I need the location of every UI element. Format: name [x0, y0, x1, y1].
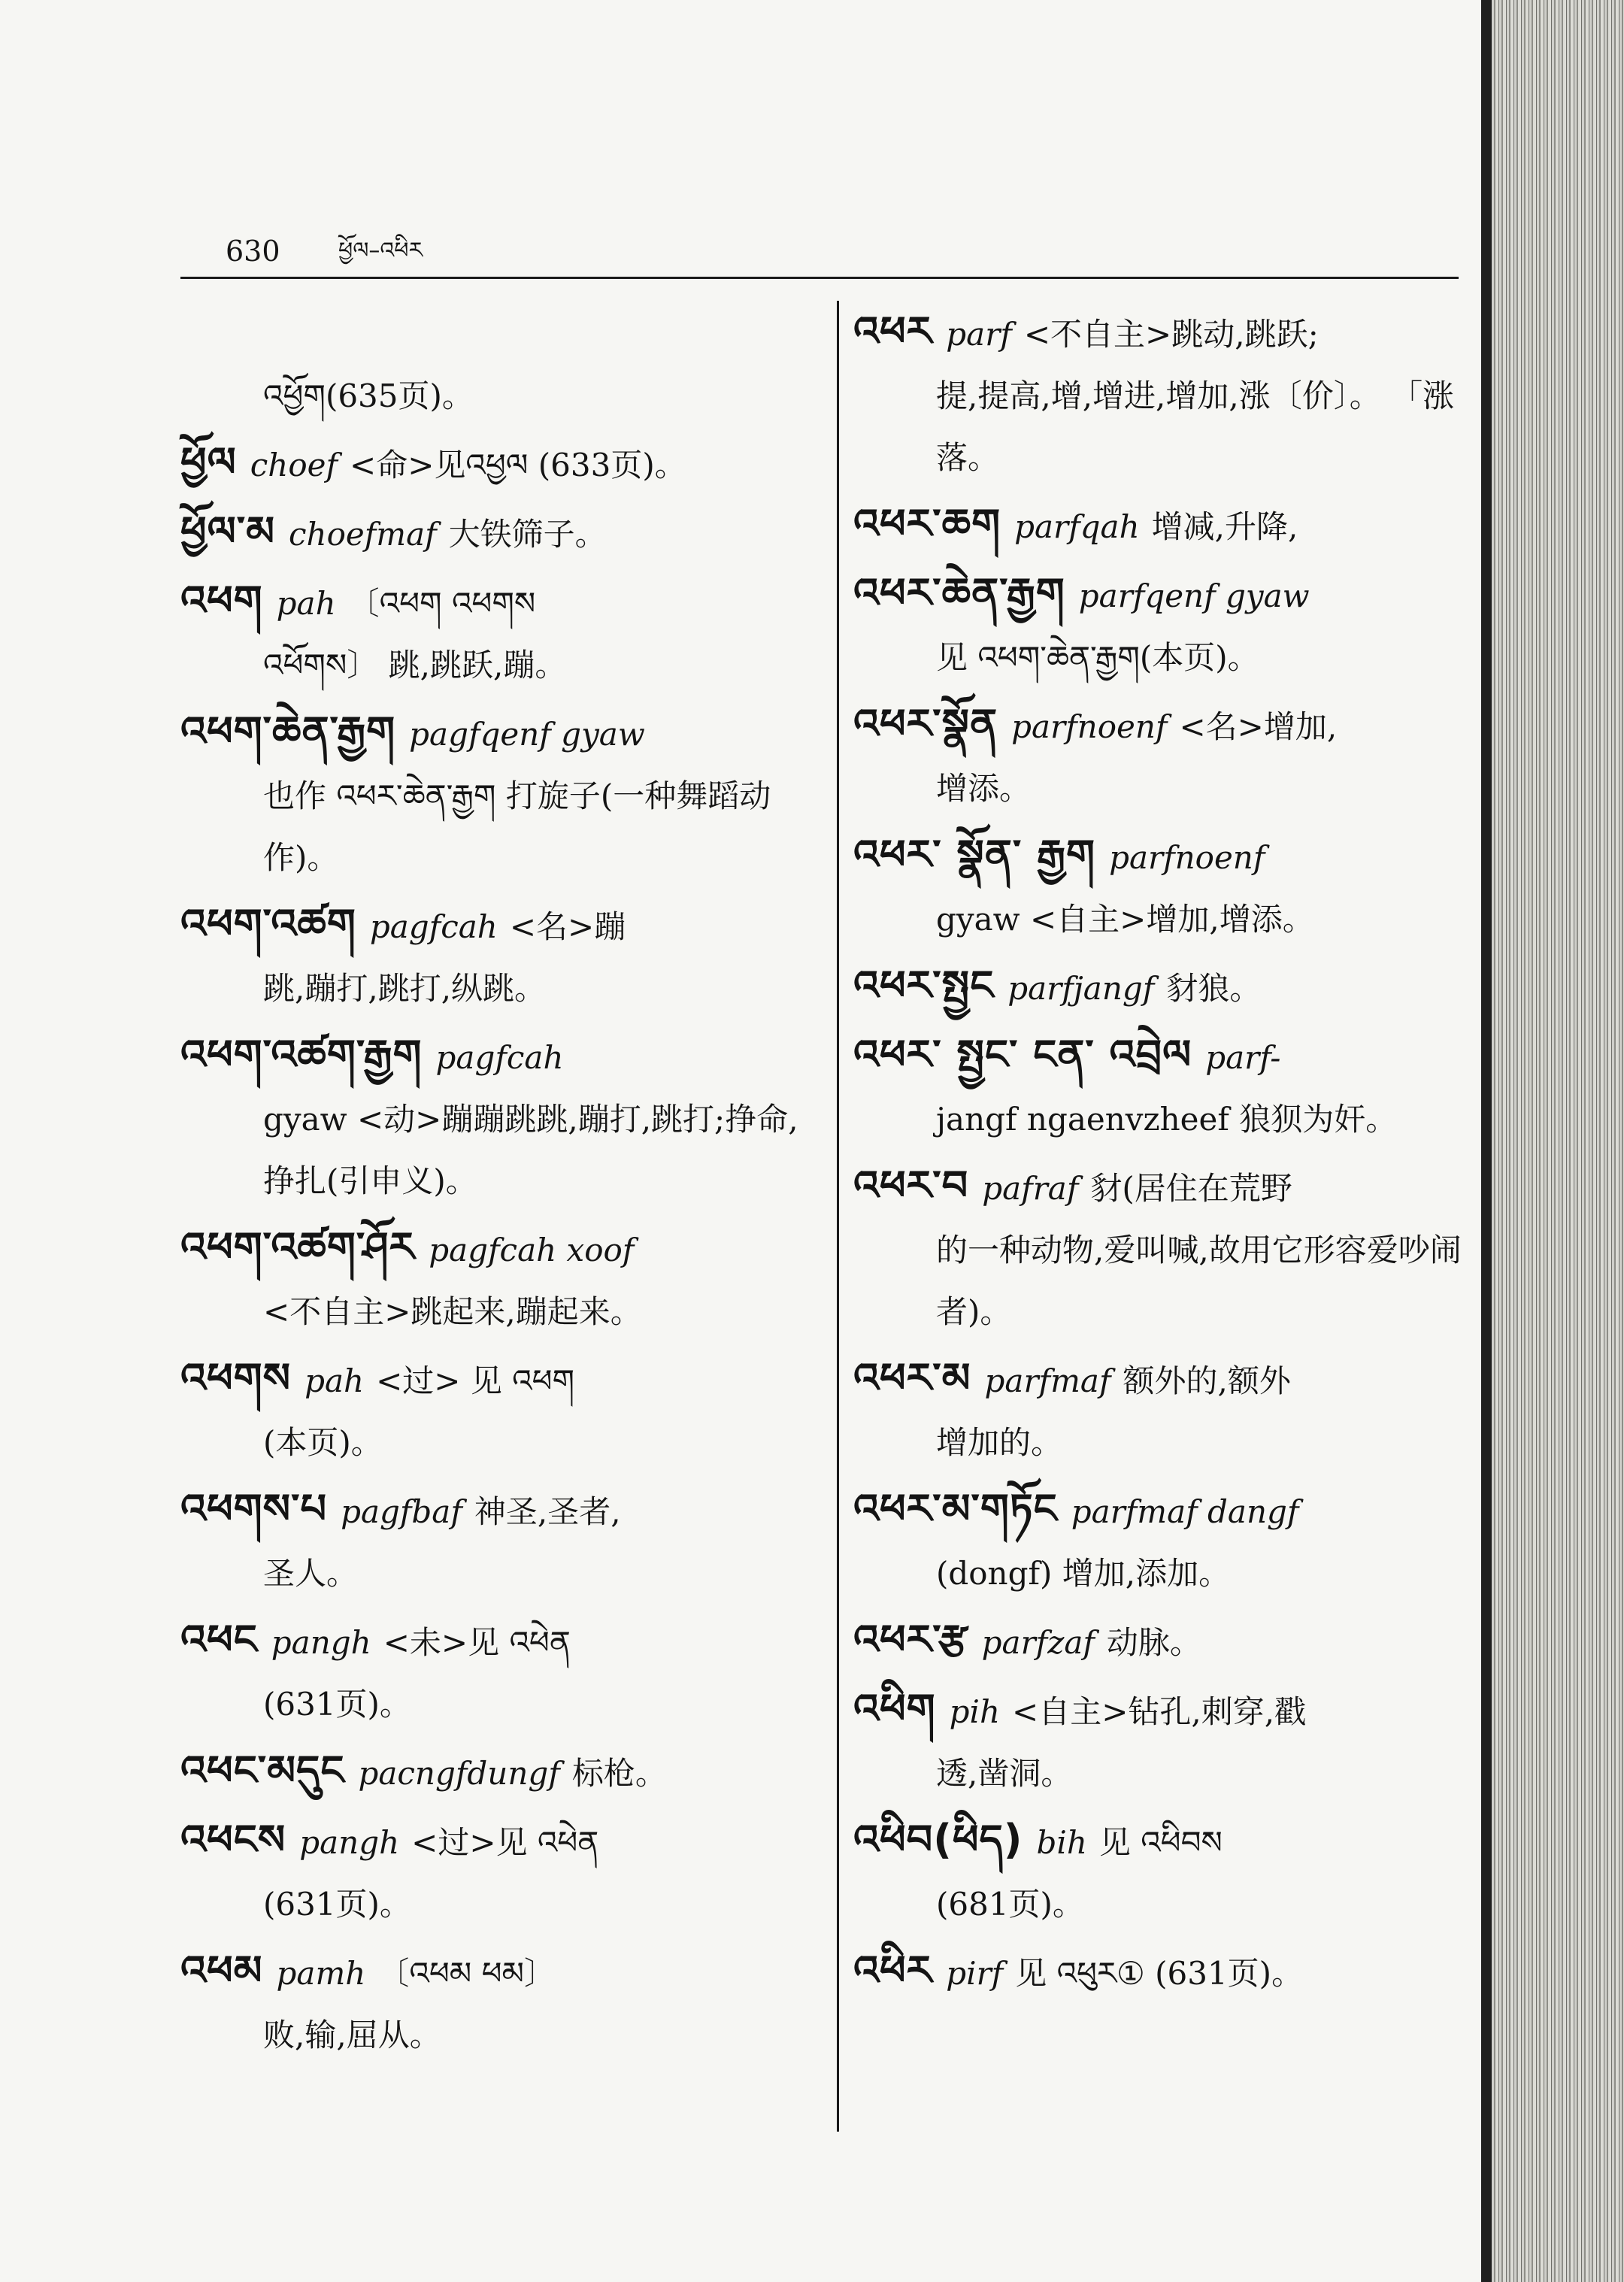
dictionary-entry: [180, 432, 827, 496]
headword: འཕག་འཚག: [180, 900, 356, 947]
pronunciation: pafraf: [982, 1170, 1079, 1207]
gloss-continuation: jangf ngaenvzheef 狼狈为奸。: [936, 1101, 1398, 1138]
gloss: 〔འཕམ ཕམ〕: [377, 1955, 556, 1992]
gloss-continuation: འཕྱོག(635页)。: [263, 377, 474, 414]
gloss-continuation: gyaw <动>蹦蹦跳跳,蹦打,跳打;挣命,挣扎(引申义)。: [263, 1101, 798, 1199]
dictionary-entry: [180, 1740, 827, 1805]
left-column: [180, 301, 827, 2071]
dictionary-entry: [853, 1024, 1500, 1150]
pronunciation: choef: [250, 447, 338, 483]
dictionary-entry: [853, 301, 1500, 489]
gloss-continuation: 见 འཕག་ཆེན་རྒྱག(本页)。: [936, 639, 1259, 676]
gloss: <命>见འཕྱལ (633页)。: [350, 447, 686, 483]
gloss: 豺(居住在荒野: [1090, 1170, 1292, 1207]
pronunciation: pamh: [276, 1955, 366, 1992]
gloss-continuation: gyaw <自主>增加,增添。: [936, 901, 1314, 938]
pronunciation: pah: [276, 585, 336, 622]
pronunciation: pagfcah xoof: [429, 1232, 635, 1268]
dictionary-entry: [853, 693, 1500, 820]
dictionary-entry: [180, 1217, 827, 1343]
gloss: <名>增加,: [1179, 708, 1338, 745]
dictionary-entry: [180, 1940, 827, 2066]
headword: འཕར་ཆེན་རྒྱག: [853, 569, 1065, 617]
gloss-continuation: 也作 འཕར་ཆེན་རྒྱག 打旋子(一种舞蹈动作)。: [263, 777, 771, 876]
headword: འཕར་རྩ: [853, 1616, 968, 1663]
headword: འཕར་སྤྱང: [853, 962, 995, 1009]
gloss-continuation: 的一种动物,爱叫喊,故用它形容爱吵闹者)。: [936, 1232, 1462, 1330]
pronunciation: pagfcah: [435, 1039, 564, 1076]
dictionary-entry: [853, 1809, 1500, 1935]
headword: འཕར་བ: [853, 1162, 969, 1209]
pronunciation: pagfqenf gyaw: [409, 716, 645, 753]
headword: འཕག་ཆེན་རྒྱག: [180, 708, 396, 755]
dictionary-entry: [180, 1347, 827, 1474]
headword: འཕངས: [180, 1816, 286, 1863]
pronunciation: pih: [949, 1693, 1001, 1730]
headword: འཕར་སྣོན: [853, 700, 998, 747]
gloss: <过>见 འཕེན: [411, 1824, 599, 1861]
headword: འཕར་མ: [853, 1354, 971, 1402]
pronunciation: parf-: [1205, 1039, 1281, 1076]
headword: འཕར་ སྤྱང་ ངན་ འབྲེལ: [853, 1031, 1192, 1078]
pronunciation: parfmaf dangf: [1071, 1493, 1299, 1530]
headword: ཕྱོལ: [180, 438, 237, 486]
headword: འཕིག: [853, 1685, 936, 1732]
pronunciation: pirf: [946, 1955, 1004, 1992]
pronunciation: pah: [304, 1362, 365, 1399]
gloss-continuation: 透,凿洞。: [936, 1755, 1073, 1792]
headword: འཕག་འཚག་ཤོར: [180, 1223, 416, 1271]
gloss: 增减,升降,: [1151, 508, 1298, 545]
dictionary-entry: [180, 1609, 827, 1735]
dictionary-entry: [180, 570, 827, 696]
gloss-continuation: 增加的。: [936, 1424, 1063, 1461]
gloss-continuation: <不自主>跳起来,蹦起来。: [263, 1293, 642, 1330]
gloss: 豺狼。: [1166, 970, 1262, 1007]
pronunciation: parfzaf: [981, 1624, 1095, 1661]
gloss: 额外的,额外: [1123, 1362, 1291, 1399]
dictionary-entry: [180, 1478, 827, 1605]
right-column: [853, 301, 1500, 2009]
gloss-continuation: 提,提高,增,增进,增加,涨〔价〕。 「涨落。: [936, 377, 1455, 476]
dictionary-entry: [853, 1609, 1500, 1674]
pronunciation: parfnoenf: [1109, 839, 1265, 876]
running-head: ཕྱོལ–འཕིར: [338, 238, 423, 264]
dictionary-entry: [853, 562, 1500, 689]
gloss-continuation: (681页)。: [936, 1886, 1084, 1923]
headword: ཕྱོལ་མ: [180, 508, 275, 555]
header-rule: [180, 277, 1459, 279]
gloss: <未>见 འཕེན: [383, 1624, 571, 1661]
gloss: <自主>钻孔,刺穿,戳: [1012, 1693, 1307, 1730]
page-number: 630: [226, 235, 280, 268]
headword: འཕགས་པ: [180, 1485, 328, 1532]
dictionary-entry: [180, 701, 827, 889]
gloss-continuation: 圣人。: [263, 1555, 359, 1592]
gloss: <名>蹦: [509, 908, 626, 945]
dictionary-entry: [180, 893, 827, 1020]
dictionary-entry: [180, 501, 827, 565]
gloss: 见 འཕིབས: [1098, 1824, 1223, 1861]
gloss-continuation: (631页)。: [263, 1886, 411, 1923]
headword: འཕིབ(ཕིད): [853, 1816, 1023, 1863]
dictionary-entry: [853, 493, 1500, 558]
book-spine-edge: [1481, 0, 1624, 2282]
headword: འཕར་ སྣོན་ རྒྱག: [853, 831, 1096, 878]
gloss: <过> 见 འཕག: [376, 1362, 575, 1399]
headword: འཕང: [180, 1616, 258, 1663]
headword: འཕམ: [180, 1947, 263, 1994]
headword: འཕག་འཚག་རྒྱག: [180, 1031, 423, 1078]
gloss-continuation: (本页)。: [263, 1424, 383, 1461]
pronunciation: pacngfdungf: [358, 1755, 560, 1792]
column-divider: [837, 301, 839, 2132]
pronunciation: parf: [946, 316, 1012, 353]
gloss: 见 འཕུར① (631页)。: [1015, 1955, 1304, 1992]
headword: འཕག: [180, 577, 263, 624]
dictionary-entry: [180, 301, 827, 427]
gloss: <不自主>跳动,跳跃;: [1023, 316, 1319, 353]
gloss-continuation: 跳,蹦打,跳打,纵跳。: [263, 970, 547, 1007]
pronunciation: pangh: [271, 1624, 371, 1661]
pronunciation: parfqenf gyaw: [1078, 577, 1310, 614]
headword: འཕར་ཆག: [853, 500, 1001, 547]
gloss: 神圣,圣者,: [474, 1493, 621, 1530]
gloss-continuation: 败,输,屈从。: [263, 2017, 441, 2053]
pronunciation: parfqah: [1014, 508, 1140, 545]
pronunciation: parfmaf: [984, 1362, 1111, 1399]
headword: འཕགས: [180, 1354, 292, 1402]
gloss-continuation: (631页)。: [263, 1686, 411, 1723]
dictionary-entry: [853, 1478, 1500, 1605]
headword: འཕང་མདུང: [180, 1747, 345, 1794]
pronunciation: pagfbaf: [341, 1493, 462, 1530]
headword: འཕར་མ་གཏོང: [853, 1485, 1058, 1532]
dictionary-entry: [180, 1809, 827, 1935]
gloss: 动脉。: [1106, 1624, 1201, 1661]
gloss: 标枪。: [571, 1755, 667, 1792]
dictionary-entry: [180, 1024, 827, 1212]
pronunciation: parfjangf: [1007, 970, 1155, 1007]
pronunciation: choefmaf: [289, 516, 437, 553]
pronunciation: pangh: [299, 1824, 400, 1861]
dictionary-entry: [853, 955, 1500, 1020]
page-header: [180, 218, 1459, 278]
headword: འཕིར: [853, 1947, 933, 1994]
dictionary-entry: [853, 824, 1500, 950]
pronunciation: pagfcah: [369, 908, 498, 945]
headword: འཕར: [853, 308, 933, 355]
gloss: 大铁筛子。: [448, 516, 607, 553]
pronunciation: parfnoenf: [1011, 708, 1168, 745]
dictionary-entry: [853, 1155, 1500, 1343]
gloss-continuation: འཕོགས〕 跳,跳跃,蹦。: [263, 647, 567, 683]
dictionary-entry: [853, 1678, 1500, 1805]
gloss: 〔འཕག འཕགས: [347, 585, 536, 622]
gloss-continuation: 增添。: [936, 770, 1032, 807]
dictionary-entry: [853, 1347, 1500, 1474]
gloss-continuation: (dongf) 增加,添加。: [936, 1555, 1231, 1592]
pronunciation: bih: [1036, 1824, 1087, 1861]
dictionary-entry: [853, 1940, 1500, 2005]
